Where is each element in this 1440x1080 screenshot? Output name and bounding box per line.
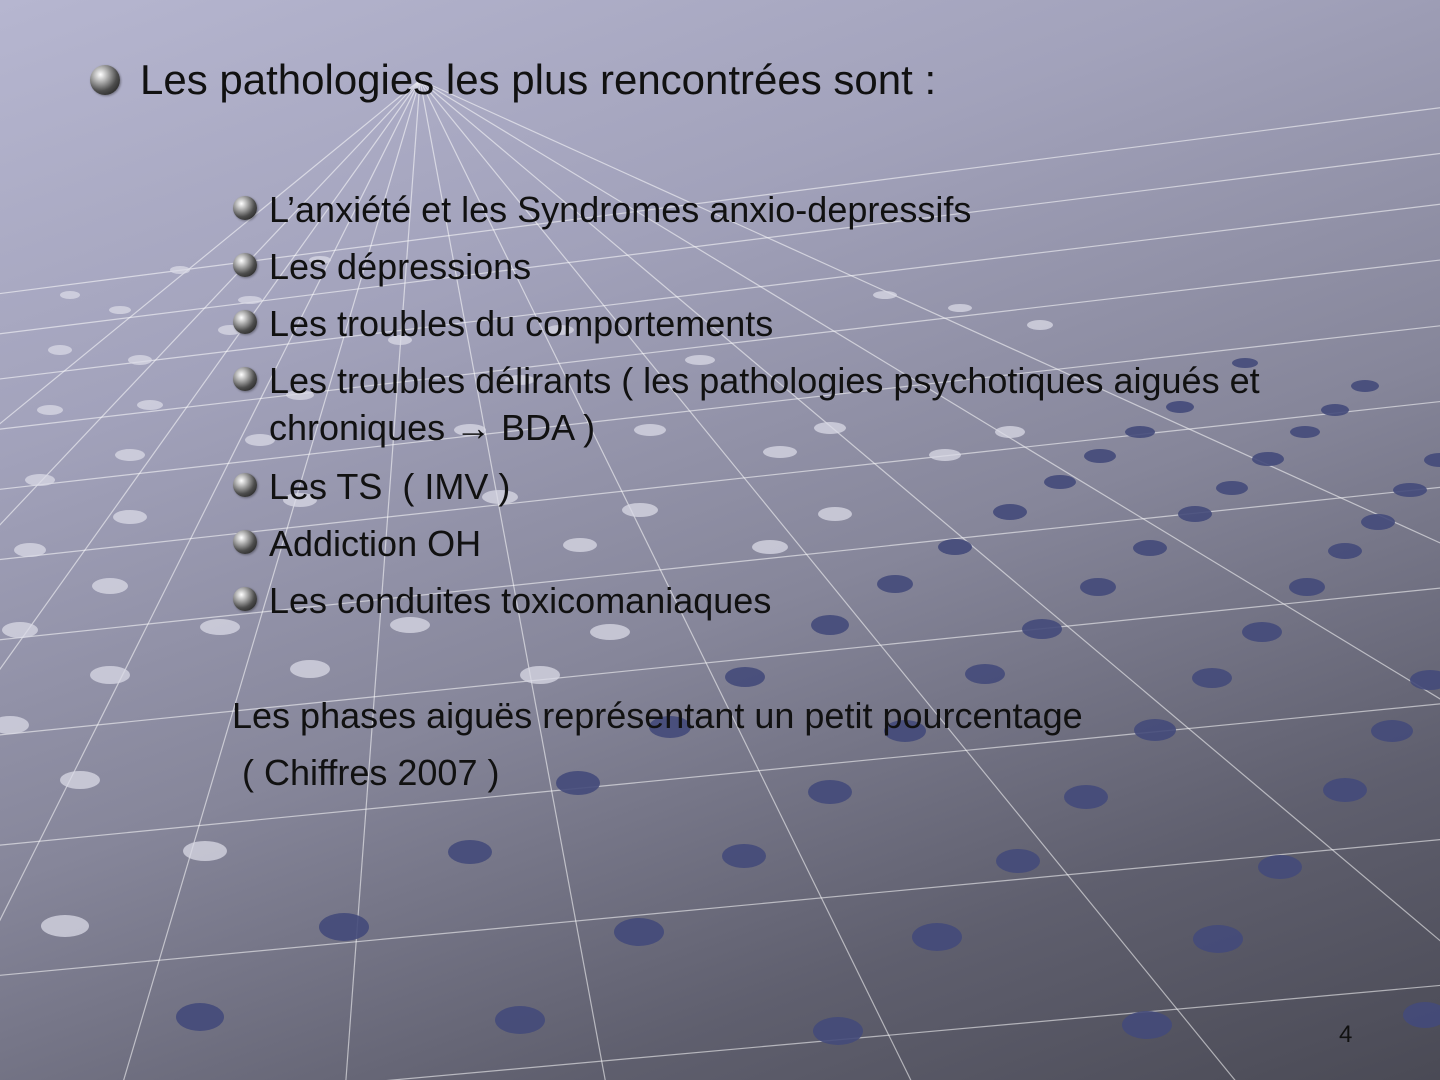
list-item — [233, 186, 971, 233]
slide-title — [90, 52, 936, 108]
list-item — [233, 243, 531, 290]
list-item-text: Les TS ( IMV ) — [269, 466, 511, 507]
sphere-bullet-icon — [233, 196, 257, 220]
list-item-text: Les troubles du comportements — [269, 303, 774, 344]
sphere-bullet-icon — [233, 587, 257, 611]
sphere-bullet-icon — [233, 310, 257, 334]
sphere-bullet-icon — [233, 253, 257, 277]
list-item — [233, 577, 771, 624]
sphere-bullet-icon — [233, 530, 257, 554]
list-item-text: Les troubles délirants ( les pathologies psychotiques aigués et chroniques → BDA ) — [269, 360, 1260, 448]
slide-title-text: Les pathologies les plus rencontrées sont : — [140, 56, 937, 103]
list-item-text: Les dépressions — [269, 246, 532, 287]
list-item-text: Addiction OH — [269, 523, 482, 564]
note-line-2: ( Chiffres 2007 ) — [232, 752, 500, 793]
note-line-1: Les phases aiguës représentant un petit pourcentage — [232, 695, 1083, 736]
list-item — [233, 463, 510, 510]
list-item-text: Les conduites toxicomaniaques — [269, 580, 772, 621]
sphere-bullet-icon — [90, 65, 120, 95]
list-item — [233, 520, 481, 567]
list-item — [233, 357, 1349, 451]
sphere-bullet-icon — [233, 367, 257, 391]
page-number: 4 — [1339, 1021, 1353, 1048]
list-item-text: L’anxiété et les Syndromes anxio-depressifs — [269, 189, 972, 230]
sphere-bullet-icon — [233, 473, 257, 497]
list-item — [233, 300, 773, 347]
